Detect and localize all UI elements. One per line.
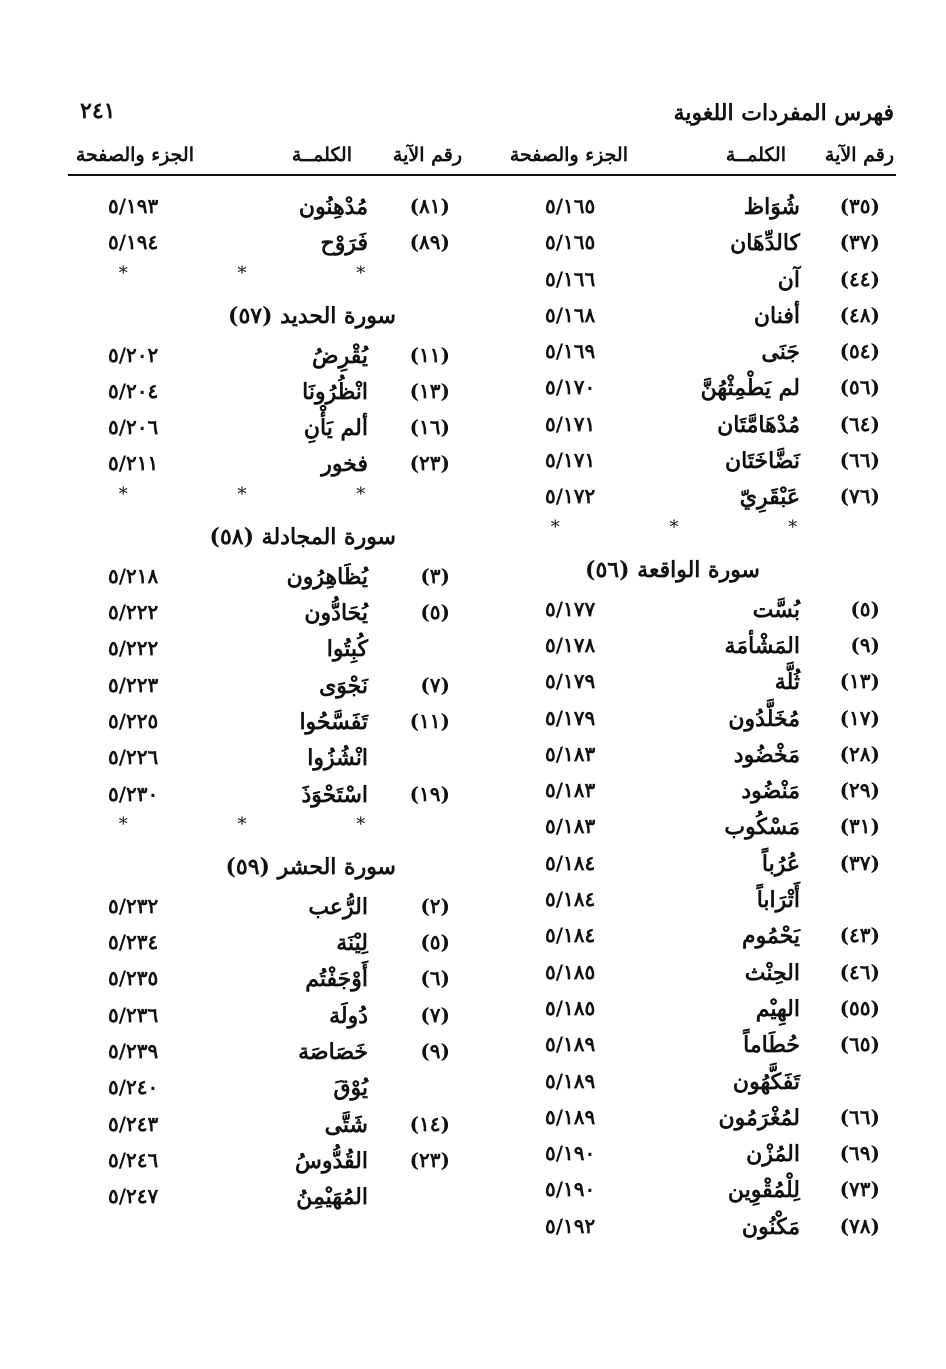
- volume-page-ref: ٥/١٨٣: [545, 778, 596, 803]
- left-header-ayah: رقم الآية: [392, 144, 462, 166]
- index-entry: [500, 593, 900, 629]
- index-entry: [68, 669, 468, 705]
- ayah-number: (٧٦): [839, 484, 880, 509]
- index-entry: [68, 1180, 468, 1216]
- volume-page-ref: ٥/٢٣٢: [108, 893, 159, 918]
- surah-heading-block: [68, 850, 468, 890]
- ayah-number: (٧٣): [839, 1177, 880, 1202]
- ayah-number: (٤٣): [839, 923, 880, 948]
- ayah-number: (٦٩): [839, 1141, 880, 1166]
- index-entry: [68, 596, 468, 632]
- index-word: فخور: [321, 451, 368, 478]
- ayah-number: (٥٤): [839, 339, 880, 364]
- volume-page-ref: ٥/١٧٨: [545, 632, 596, 657]
- index-entry: [500, 190, 900, 226]
- index-entry: [500, 883, 900, 919]
- volume-page-ref: ٥/١٨٣: [545, 814, 596, 839]
- volume-page-ref: ٥/٢٤٦: [108, 1147, 159, 1172]
- index-entry: [500, 1137, 900, 1173]
- volume-page-ref: ٥/٢٤٣: [108, 1111, 159, 1136]
- index-entry: [500, 810, 900, 846]
- index-word: آن: [777, 266, 800, 293]
- surah-heading-block: [500, 553, 900, 593]
- index-word: اسْتَحْوَذَ: [301, 781, 368, 808]
- index-word: مُدْهَامَّتَان: [717, 411, 800, 438]
- ayah-number: (٧٨): [839, 1213, 880, 1238]
- volume-page-ref: ٥/١٧١: [545, 411, 596, 436]
- index-word: ألم يَأْنِ: [303, 415, 368, 442]
- ayah-number: (٦٥): [839, 1032, 880, 1057]
- index-entry: [500, 299, 900, 335]
- index-entry: [500, 665, 900, 701]
- ayah-number: (١٦): [409, 415, 450, 440]
- volume-page-ref: ٥/٢٣٤: [108, 930, 159, 955]
- index-word: يُقْرِضُ: [312, 342, 368, 369]
- index-word: نَضَّاخَتَان: [724, 448, 800, 475]
- volume-page-ref: ٥/١٩٠: [545, 1177, 596, 1202]
- index-entry: [68, 705, 468, 741]
- right-header-page: الجزء والصفحة: [509, 144, 628, 166]
- volume-page-ref: ٥/٢٣٩: [108, 1039, 159, 1064]
- volume-page-ref: ٥/٢٣٦: [108, 1002, 159, 1027]
- index-entry: [500, 774, 900, 810]
- ayah-number: (٧): [420, 1002, 450, 1027]
- index-entry: [500, 919, 900, 955]
- index-entry: [500, 702, 900, 738]
- volume-page-ref: ٥/٢٠٢: [108, 342, 159, 367]
- ayah-number: (٨١): [409, 194, 450, 218]
- ayah-number: (٦): [420, 966, 450, 991]
- index-entry: [68, 926, 468, 962]
- surah-heading: سورة الحشر (٥٩): [225, 853, 396, 880]
- index-entry: [500, 480, 900, 516]
- volume-page-ref: ٥/١٦٥: [545, 194, 596, 218]
- ayah-number: (١٣): [409, 378, 450, 403]
- ayah-number: (٢٣): [409, 1147, 450, 1172]
- volume-page-ref: ٥/١٧٩: [545, 669, 596, 694]
- surah-heading: سورة الحديد (٥٧): [228, 302, 396, 329]
- right-header-ayah: رقم الآية: [824, 144, 894, 166]
- right-column: [500, 190, 900, 1246]
- index-word: يُوْقَ: [333, 1075, 368, 1102]
- index-word: يَحْمُوم: [741, 923, 800, 950]
- index-entry: [68, 741, 468, 777]
- volume-page-ref: ٥/١٦٥: [545, 230, 596, 255]
- index-word: الحِنْث: [744, 959, 800, 986]
- ayah-number: (١٣): [839, 669, 880, 694]
- header-rule: [68, 174, 896, 176]
- index-word: كُبِتُوا: [326, 636, 368, 663]
- index-word: لمُغْرَمُون: [718, 1104, 800, 1131]
- volume-page-ref: ٥/١٧٠: [545, 375, 596, 400]
- volume-page-ref: ٥/١٩٢: [545, 1213, 596, 1238]
- index-entry: [68, 226, 468, 262]
- index-word: انْظُرُونَا: [302, 378, 368, 405]
- index-entry: [500, 847, 900, 883]
- index-entry: [500, 263, 900, 299]
- index-word: نَجْوَى: [319, 672, 368, 699]
- ayah-number: (٥): [850, 596, 880, 621]
- index-entry: [500, 1173, 900, 1209]
- volume-page-ref: ٥/٢١١: [108, 451, 159, 476]
- index-entry: [500, 335, 900, 371]
- volume-page-ref: ٥/١٨٥: [545, 959, 596, 984]
- index-entry: [68, 560, 468, 596]
- ayah-number: (١١): [409, 708, 450, 733]
- ayah-number: (٩): [420, 1039, 450, 1064]
- index-word: الهِيْم: [755, 995, 800, 1022]
- volume-page-ref: ٥/١٧٧: [545, 596, 596, 621]
- ayah-number: (٤٦): [839, 959, 880, 984]
- index-entry: [68, 190, 468, 226]
- index-entry: [68, 778, 468, 814]
- index-entry: [500, 992, 900, 1028]
- volume-page-ref: ٥/١٩٠: [545, 1141, 596, 1166]
- index-word: أَتْرَاباً: [756, 887, 800, 914]
- index-entry: [68, 339, 468, 375]
- volume-page-ref: ٥/٢٢٢: [108, 636, 159, 661]
- ayah-number: (٣): [420, 563, 450, 588]
- section-separator: * * *: [118, 483, 418, 505]
- index-word: الرُّعب: [308, 893, 368, 920]
- ayah-number: (٣١): [839, 814, 880, 839]
- index-entry: [500, 1101, 900, 1137]
- volume-page-ref: ٥/١٩٤: [108, 230, 159, 255]
- surah-heading-block: [68, 299, 468, 339]
- index-word: المَشْأمَة: [724, 632, 800, 659]
- index-entry: [68, 1144, 468, 1180]
- volume-page-ref: ٥/١٧١: [545, 448, 596, 473]
- volume-page-ref: ٥/١٨٤: [545, 923, 596, 948]
- volume-page-ref: ٥/١٨٥: [545, 995, 596, 1020]
- volume-page-ref: ٥/١٨٤: [545, 850, 596, 875]
- surah-heading: سورة المجادلة (٥٨): [209, 523, 396, 550]
- index-entry: [68, 1108, 468, 1144]
- ayah-number: (٦٦): [839, 448, 880, 473]
- index-word: ثُلَّة: [774, 669, 800, 696]
- ayah-number: (٣٧): [839, 850, 880, 875]
- ayah-number: (١١): [409, 342, 450, 367]
- index-word: لِلْمُقْوِين: [727, 1177, 800, 1204]
- page-number: ٢٤١: [80, 98, 116, 124]
- section-separator: * * *: [550, 516, 850, 538]
- ayah-number: (٤٨): [839, 302, 880, 327]
- ayah-number: (٥): [420, 930, 450, 955]
- index-entry: [500, 408, 900, 444]
- ayah-number: (٥٦): [839, 375, 880, 400]
- ayah-number: (٧): [420, 672, 450, 697]
- index-word: جَنَى: [761, 339, 800, 366]
- volume-page-ref: ٥/١٧٢: [545, 484, 596, 509]
- volume-page-ref: ٥/٢٣٥: [108, 966, 159, 991]
- volume-page-ref: ٥/١٨٩: [545, 1104, 596, 1129]
- volume-page-ref: ٥/١٦٨: [545, 302, 596, 327]
- index-entry: [500, 1065, 900, 1101]
- ayah-number: (٢٣): [409, 451, 450, 476]
- volume-page-ref: ٥/١٦٩: [545, 339, 596, 364]
- ayah-number: (٣٧): [839, 230, 880, 255]
- index-entry: [500, 1210, 900, 1246]
- index-word: يُظَاهِرُون: [286, 563, 368, 590]
- surah-heading-block: [68, 520, 468, 560]
- volume-page-ref: ٥/١٩٣: [108, 194, 159, 218]
- volume-page-ref: ٥/١٨٩: [545, 1068, 596, 1093]
- index-word: انْشُزُوا: [307, 745, 368, 772]
- index-entry: [68, 962, 468, 998]
- volume-page-ref: ٥/٢٢٢: [108, 600, 159, 625]
- index-word: المُزْن: [746, 1141, 800, 1168]
- index-entry: [68, 411, 468, 447]
- ayah-number: (٦٦): [839, 1104, 880, 1129]
- ayah-number: (٦٤): [839, 411, 880, 436]
- volume-page-ref: ٥/٢١٨: [108, 563, 159, 588]
- index-word: كالدِّهَان: [730, 230, 800, 257]
- ayah-number: (٢٨): [839, 741, 880, 766]
- index-word: حُطَاماً: [743, 1032, 800, 1059]
- volume-page-ref: ٥/٢٢٥: [108, 708, 159, 733]
- ayah-number: (١٤): [409, 1111, 450, 1136]
- index-word: المُهَيْمِنُ: [296, 1184, 368, 1211]
- index-word: لِيْنَة: [336, 930, 368, 957]
- index-word: شَتَّى: [324, 1111, 368, 1138]
- index-word: خَصَاصَة: [298, 1039, 368, 1066]
- ayah-number: (٢٩): [839, 778, 880, 803]
- left-header-word: الكلمــة: [291, 144, 352, 166]
- left-column: [68, 190, 468, 1217]
- index-word: بُسَّت: [752, 596, 800, 623]
- volume-page-ref: ٥/٢٢٣: [108, 672, 159, 697]
- section-separator: * * *: [118, 262, 418, 284]
- index-entry: [500, 629, 900, 665]
- volume-page-ref: ٥/٢٣٠: [108, 781, 159, 806]
- index-entry: [68, 375, 468, 411]
- index-word: أفنان: [753, 302, 800, 329]
- volume-page-ref: ٥/١٨٤: [545, 887, 596, 912]
- index-entry: [500, 444, 900, 480]
- index-entry: [500, 738, 900, 774]
- ayah-number: (٨٩): [409, 230, 450, 255]
- ayah-number: (٩): [850, 632, 880, 657]
- index-word: فَرَوْح: [320, 230, 368, 257]
- index-word: عُرُباً: [761, 850, 800, 877]
- volume-page-ref: ٥/١٨٩: [545, 1032, 596, 1057]
- index-entry: [68, 890, 468, 926]
- index-word: مُخَلَّدُون: [728, 705, 800, 732]
- index-word: تَفَكَّهُون: [732, 1068, 800, 1095]
- index-entry: [68, 1071, 468, 1107]
- index-entry: [500, 226, 900, 262]
- volume-page-ref: ٥/٢٠٦: [108, 415, 159, 440]
- index-word: مَسْكُوب: [724, 814, 800, 841]
- section-separator: * * *: [118, 813, 418, 835]
- volume-page-ref: ٥/١٨٣: [545, 741, 596, 766]
- ayah-number: (٣٥): [839, 194, 880, 218]
- index-word: مَنْضُود: [741, 778, 800, 805]
- volume-page-ref: ٥/٢٠٤: [108, 378, 159, 403]
- index-word: شُوَاظ: [743, 194, 800, 220]
- volume-page-ref: ٥/٢٤٠: [108, 1075, 159, 1100]
- volume-page-ref: ٥/٢٤٧: [108, 1184, 159, 1209]
- index-word: تَفَسَّحُوا: [299, 708, 368, 735]
- index-word: يُحَادُّون: [304, 600, 368, 627]
- right-header-word: الكلمــة: [725, 144, 786, 166]
- index-word: مَخْضُود: [733, 741, 800, 768]
- index-word: لم يَطْمِثْهُنَّ: [700, 375, 800, 402]
- volume-page-ref: ٥/٢٢٦: [108, 745, 159, 770]
- index-entry: [68, 1035, 468, 1071]
- index-word: عَبْقَرِيّ: [739, 484, 800, 511]
- index-word: أَوْجَفْتُم: [305, 966, 368, 993]
- ayah-number: (٥٥): [839, 995, 880, 1020]
- volume-page-ref: ٥/١٧٩: [545, 705, 596, 730]
- ayah-number: (٤٤): [839, 266, 880, 291]
- ayah-number: (٢): [420, 893, 450, 918]
- ayah-number: (١٩): [409, 781, 450, 806]
- index-word: مُدْهِنُون: [298, 194, 368, 220]
- index-entry: [68, 447, 468, 483]
- running-header-title: فهرس المفردات اللغوية: [673, 100, 894, 126]
- index-word: مَكْنُون: [741, 1213, 800, 1240]
- ayah-number: (٥): [420, 600, 450, 625]
- index-entry: [68, 632, 468, 668]
- left-header-page: الجزء والصفحة: [75, 144, 194, 166]
- surah-heading: سورة الواقعة (٥٦): [585, 556, 760, 583]
- index-entry: [500, 956, 900, 992]
- volume-page-ref: ٥/١٦٦: [545, 266, 596, 291]
- index-word: دُولَة: [329, 1002, 368, 1029]
- ayah-number: (١٧): [839, 705, 880, 730]
- index-entry: [500, 371, 900, 407]
- index-word: القُدُّوسُ: [295, 1147, 368, 1174]
- index-entry: [68, 999, 468, 1035]
- index-entry: [500, 1028, 900, 1064]
